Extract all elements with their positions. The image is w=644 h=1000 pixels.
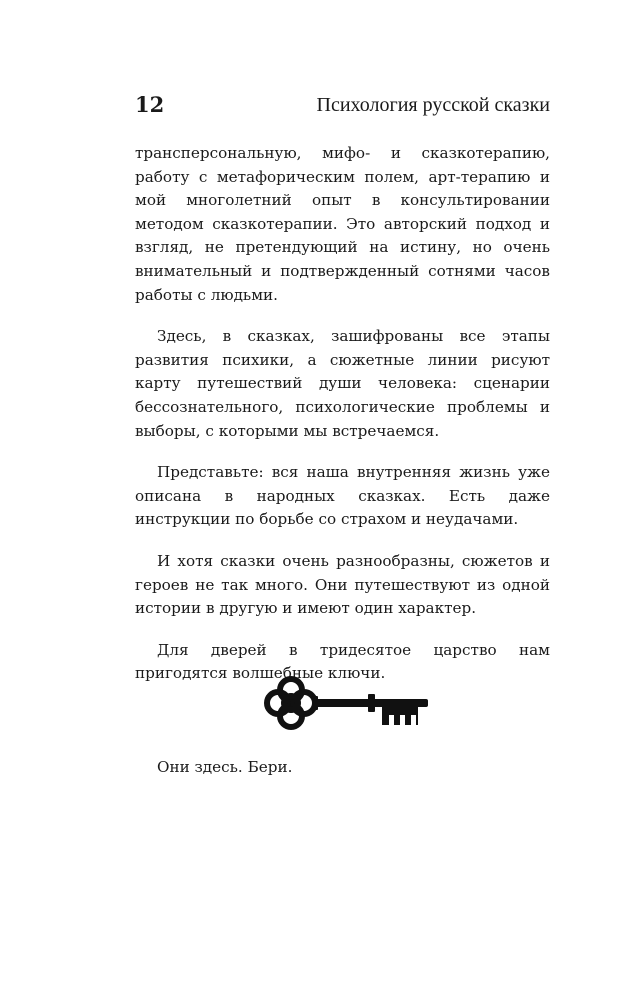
paragraph: Для дверей в тридесятое царство нам пригодятся волшебные ключи. xyxy=(135,640,550,683)
paragraph: трансперсональную, мифо- и сказкотерапию, работу с метафорическим полем, арт-терапию и мой многолетний опыт в консультировании методом сказкотерапии. Это авторский подход и взгляд, не претендующий на истину, но очень внимательный и подтвержденный сотнями часов работы с людьми. xyxy=(135,144,550,304)
paragraph: И хотя сказки очень разнообразны, сюжетов и героев не так много. Они путешествуют из одной истории в другую и имеют один характер. xyxy=(135,551,550,618)
paragraph: Представьте: вся наша внутренняя жизнь уже описана в народных сказках. Есть даже инструкции по борьбе со страхом и неудачами. xyxy=(135,463,550,529)
paragraph: Здесь, в сказках, зашифрованы все этапы развития психики, а сюжетные линии рисуют карту путешествий души человека: сценарии бессознательного, психологические проблемы и выборы, с которыми мы встречаемся. xyxy=(135,327,550,440)
closing-line: Они здесь. Бери. xyxy=(157,758,293,776)
key-illustration xyxy=(254,672,432,732)
running-title: Психология русской сказки xyxy=(316,94,550,116)
page-number: 12 xyxy=(135,92,165,117)
page-header xyxy=(135,88,550,122)
body-text xyxy=(135,142,550,704)
key-icon xyxy=(254,672,432,732)
